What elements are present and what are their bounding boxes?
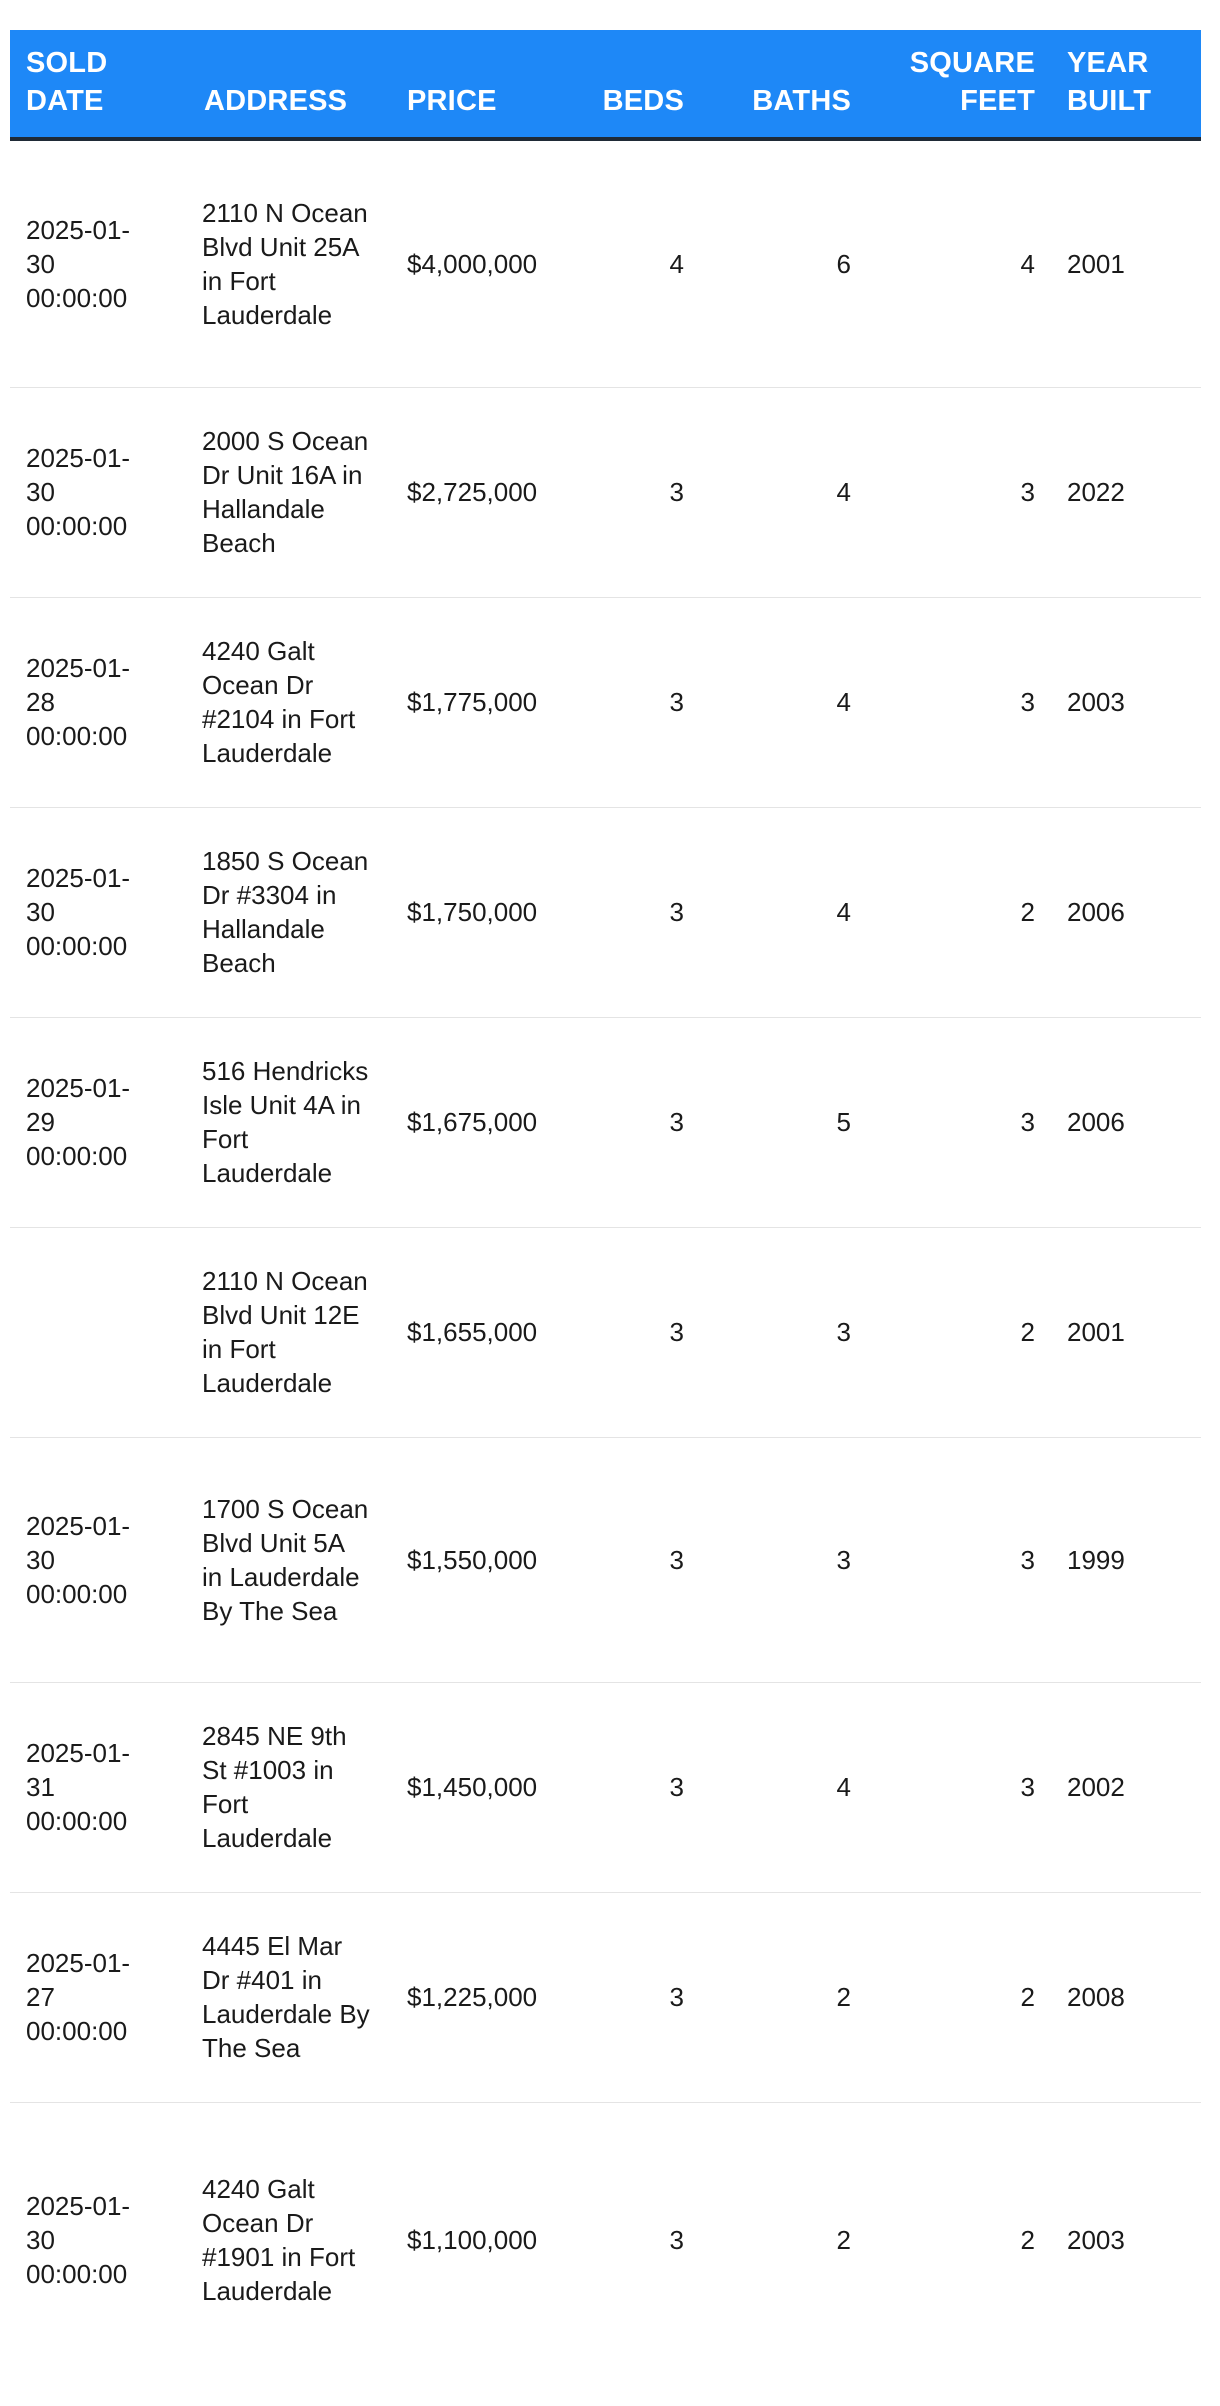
- cell-price: $1,675,000: [407, 1107, 538, 1137]
- recent-sales-table: [10, 30, 1201, 2378]
- cell-address: 2000 S Ocean Dr Unit 16A in Hallandale Beach: [202, 426, 369, 558]
- cell-baths: 4: [836, 477, 851, 507]
- cell-square-feet: 3: [1020, 687, 1035, 717]
- cell-year-built: 2006: [1067, 897, 1125, 927]
- cell-address: 1700 S Ocean Blvd Unit 5A in Lauderdale By The Sea: [202, 1493, 369, 1626]
- cell-square-feet: 2: [1020, 1982, 1035, 2012]
- cell-baths: 2: [836, 2225, 851, 2256]
- cell-price: $1,550,000: [407, 1544, 538, 1575]
- table-header: [10, 30, 1201, 139]
- cell-square-feet: 3: [1020, 1544, 1035, 1575]
- header-year-built: YEAR BUILT: [1067, 47, 1152, 117]
- cell-square-feet: 3: [1020, 477, 1035, 507]
- cell-beds: 3: [669, 477, 684, 507]
- cell-price: $1,655,000: [407, 1317, 538, 1347]
- header-address: ADDRESS: [204, 85, 348, 117]
- header-price: PRICE: [407, 85, 497, 117]
- cell-square-feet: 2: [1020, 2225, 1035, 2256]
- cell-year-built: 2003: [1067, 2225, 1125, 2256]
- cell-address: 516 Hendricks Isle Unit 4A in Fort Lauderdale: [202, 1056, 369, 1188]
- cell-year-built: 1999: [1067, 1544, 1125, 1575]
- cell-address: 4240 Galt Ocean Dr #2104 in Fort Lauderdale: [202, 636, 356, 768]
- cell-beds: 3: [669, 897, 684, 927]
- table-row: [10, 1227, 1201, 1437]
- cell-price: $1,775,000: [407, 687, 538, 717]
- table-row: [10, 387, 1201, 597]
- cell-sold-date: 2025-01-28 00:00:00: [26, 653, 131, 751]
- table-row: [10, 1892, 1201, 2102]
- header-row: [10, 30, 1201, 139]
- cell-price: $1,225,000: [407, 1982, 538, 2012]
- cell-beds: 3: [669, 687, 684, 717]
- table-row: [10, 1682, 1201, 1892]
- cell-beds: 4: [669, 248, 684, 279]
- cell-year-built: 2001: [1067, 248, 1125, 279]
- cell-price: $1,750,000: [407, 897, 538, 927]
- cell-price: $1,100,000: [407, 2225, 538, 2256]
- sales-table-container: [10, 30, 1201, 2378]
- cell-price: $2,725,000: [407, 477, 538, 507]
- cell-sold-date: 2025-01-30 00:00:00: [26, 443, 131, 541]
- cell-sold-date: 2025-01-29 00:00:00: [26, 1073, 131, 1171]
- cell-beds: 3: [669, 1982, 684, 2012]
- header-square-feet: SQUARE FEET: [909, 47, 1035, 117]
- cell-baths: 5: [836, 1107, 851, 1137]
- cell-sold-date: 2025-01-27 00:00:00: [26, 1948, 131, 2046]
- cell-square-feet: 3: [1020, 1772, 1035, 1802]
- cell-baths: 4: [836, 1772, 851, 1802]
- cell-baths: 4: [836, 897, 851, 927]
- cell-sold-date: 2025-01-31 00:00:00: [26, 1738, 131, 1836]
- cell-year-built: 2022: [1067, 477, 1125, 507]
- cell-year-built: 2006: [1067, 1107, 1125, 1137]
- cell-beds: 3: [669, 2225, 684, 2256]
- cell-address: 2110 N Ocean Blvd Unit 25A in Fort Lauderdale: [202, 197, 368, 330]
- cell-beds: 3: [669, 1544, 684, 1575]
- cell-address: 4240 Galt Ocean Dr #1901 in Fort Lauderdale: [202, 2174, 356, 2307]
- cell-beds: 3: [669, 1317, 684, 1347]
- table-row: [10, 807, 1201, 1017]
- cell-sold-date: 2025-01-30 00:00:00: [26, 1510, 131, 1609]
- cell-address: 2110 N Ocean Blvd Unit 12E in Fort Lauderdale: [202, 1266, 368, 1398]
- cell-year-built: 2001: [1067, 1317, 1125, 1347]
- cell-baths: 2: [836, 1982, 851, 2012]
- header-beds: BEDS: [602, 85, 684, 117]
- cell-sold-date: 2025-01-30 00:00:00: [26, 214, 131, 313]
- cell-address: 2845 NE 9th St #1003 in Fort Lauderdale: [202, 1721, 347, 1853]
- cell-baths: 3: [836, 1544, 851, 1575]
- cell-baths: 3: [836, 1317, 851, 1347]
- cell-address: 4445 El Mar Dr #401 in Lauderdale By The Sea: [202, 1931, 370, 2063]
- cell-square-feet: 4: [1020, 248, 1035, 279]
- cell-square-feet: 2: [1020, 1317, 1035, 1347]
- cell-price: $4,000,000: [407, 248, 538, 279]
- cell-beds: 3: [669, 1772, 684, 1802]
- cell-year-built: 2003: [1067, 687, 1125, 717]
- header-sold-date: SOLD DATE: [26, 47, 108, 117]
- cell-sold-date: 2025-01-30 00:00:00: [26, 863, 131, 961]
- table-row: [10, 1017, 1201, 1227]
- cell-beds: 3: [669, 1107, 684, 1137]
- table-row: [10, 1437, 1201, 1682]
- cell-baths: 4: [836, 687, 851, 717]
- cell-year-built: 2002: [1067, 1772, 1125, 1802]
- table-row: [10, 139, 1201, 387]
- cell-sold-date: [10, 1227, 188, 1437]
- table-row: [10, 2102, 1201, 2378]
- table-body: [10, 139, 1201, 2378]
- cell-address: 1850 S Ocean Dr #3304 in Hallandale Beach: [202, 846, 369, 978]
- cell-sold-date: 2025-01-30 00:00:00: [26, 2191, 131, 2290]
- cell-square-feet: 3: [1020, 1107, 1035, 1137]
- cell-baths: 6: [836, 248, 851, 279]
- table-row: [10, 597, 1201, 807]
- header-baths: BATHS: [752, 85, 851, 117]
- cell-square-feet: 2: [1020, 897, 1035, 927]
- cell-price: $1,450,000: [407, 1772, 538, 1802]
- cell-year-built: 2008: [1067, 1982, 1125, 2012]
